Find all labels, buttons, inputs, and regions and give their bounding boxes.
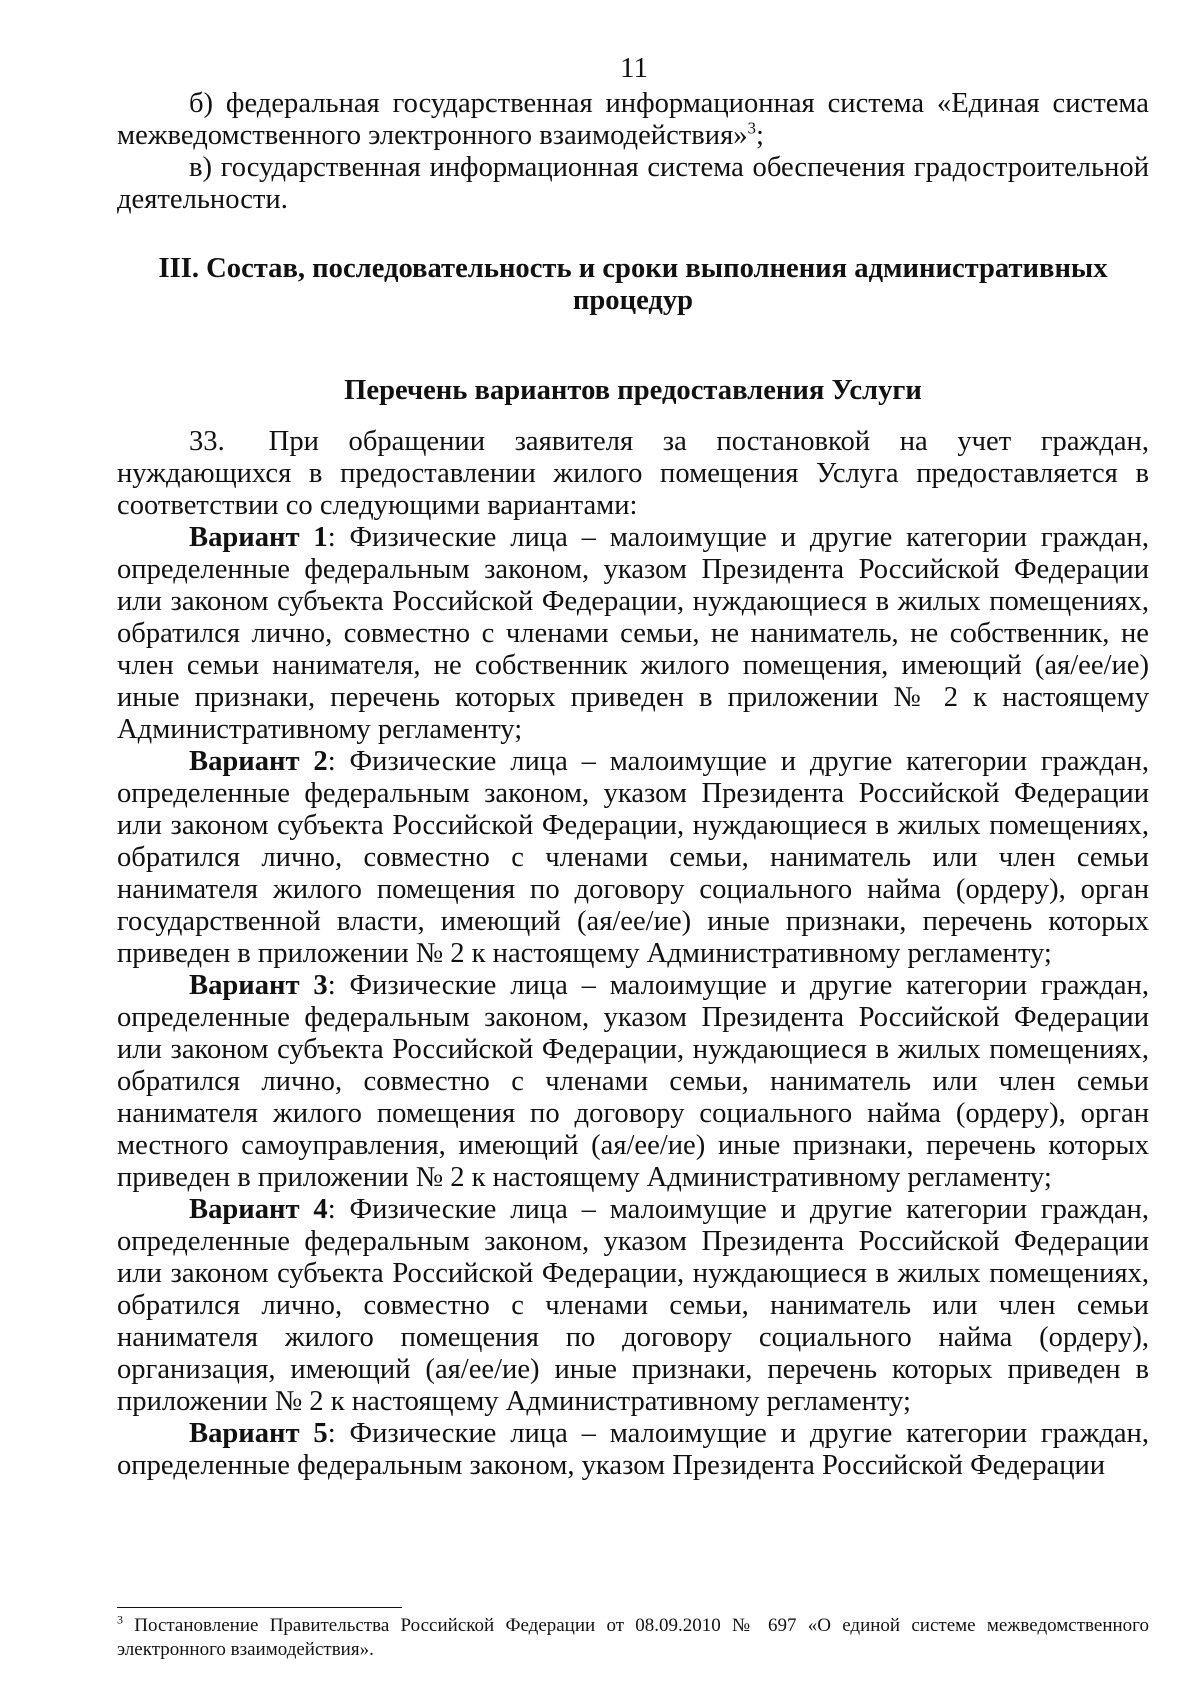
footnote-reference: 3 [747,118,757,138]
variant-4-text: : Физические лица – малоимущие и другие категории граждан, определенные федеральным законом, указом Президента Российской Федерации или законом субъекта Российской Федерации, нуждающиеся в жилых помещениях, обратился лично, совместно с членами семьи, наниматель или член семьи нанимателя жилого помещения по договору социального найма (ордеру), организация, имеющий (ая/ее/ие) иные признаки, перечень которых приведен в приложении № 2 к настоящему Административному регламенту; [117,1194,1150,1417]
variant-1-text: : Физические лица – малоимущие и другие категории граждан, определенные федеральным законом, указом Президента Российской Федерации или законом субъекта Российской Федерации, нуждающиеся в жилых помещениях, обратился лично, совместно с членами семьи, не наниматель, не собственник, не член семьи нанимателя, не собственник жилого помещения, имеющий (ая/ее/ие) иные признаки, перечень которых приведен в приложении № 2 к настоящему Административному регламенту; [117,522,1150,745]
variant-2-label: Вариант 2 [189,746,328,777]
paragraph-33: 33. При обращении заявителя за постановкой на учет граждан, нуждающихся в предоставлении жилого помещения Услуга предоставляется в соответствии со следующими вариантами: [117,426,1149,521]
variant-3-paragraph [117,970,1149,1194]
variant-3-label: Вариант 3 [189,970,328,1001]
variant-4-paragraph [117,1194,1149,1418]
paragraph-item-b-tail: ; [756,120,764,151]
variant-2-paragraph [117,746,1149,970]
section-heading: III. Состав, последовательность и сроки выполнения административных процедур [158,253,1108,316]
variant-1-paragraph [117,522,1149,746]
variant-1-label: Вариант 1 [189,522,328,553]
variant-2-text: : Физические лица – малоимущие и другие категории граждан, определенные федеральным законом, указом Президента Российской Федерации или законом субъекта Российской Федерации, нуждающиеся в жилых помещениях, обратился лично, совместно с членами семьи, наниматель или член семьи нанимателя жилого помещения по договору социального найма (ордеру), орган государственной власти, имеющий (ая/ее/ие) иные признаки, перечень которых приведен в приложении № 2 к настоящему Административному регламенту; [117,746,1150,969]
footnote-text: Постановление Правительства Российской Федерации от 08.09.2010 № 697 «О единой системе межведомственного электронного взаимодействия». [117,1615,1149,1660]
variant-5-text: : Физические лица – малоимущие и другие категории граждан, определенные федеральным законом, указом Президента Российской Федерации [117,1418,1150,1481]
document-body [117,88,1149,1482]
subsection-heading: Перечень вариантов предоставления Услуги [344,375,922,406]
paragraph-item-b [117,88,1149,152]
variant-5-label: Вариант 5 [189,1418,328,1449]
footnote-divider [117,1607,402,1608]
paragraph-item-v: в) государственная информационная система обеспечения градостроительной деятельности. [117,152,1149,215]
variant-5-paragraph [117,1418,1149,1482]
variant-4-label: Вариант 4 [189,1194,328,1225]
footnote-marker: 3 [117,1612,123,1627]
variant-3-text: : Физические лица – малоимущие и другие категории граждан, определенные федеральным законом, указом Президента Российской Федерации или законом субъекта Российской Федерации, нуждающиеся в жилых помещениях, обратился лично, совместно с членами семьи, наниматель или член семьи нанимателя жилого помещения по договору социального найма (ордеру), орган местного самоуправления, имеющий (ая/ее/ие) иные признаки, перечень которых приведен в приложении № 2 к настоящему Административному регламенту; [117,970,1150,1193]
page-number: 11 [620,52,648,84]
paragraph-item-b-text: б) федеральная государственная информационная система «Единая система межведомственного электронного взаимодействия» [117,88,1149,151]
footnote [117,1614,1149,1662]
